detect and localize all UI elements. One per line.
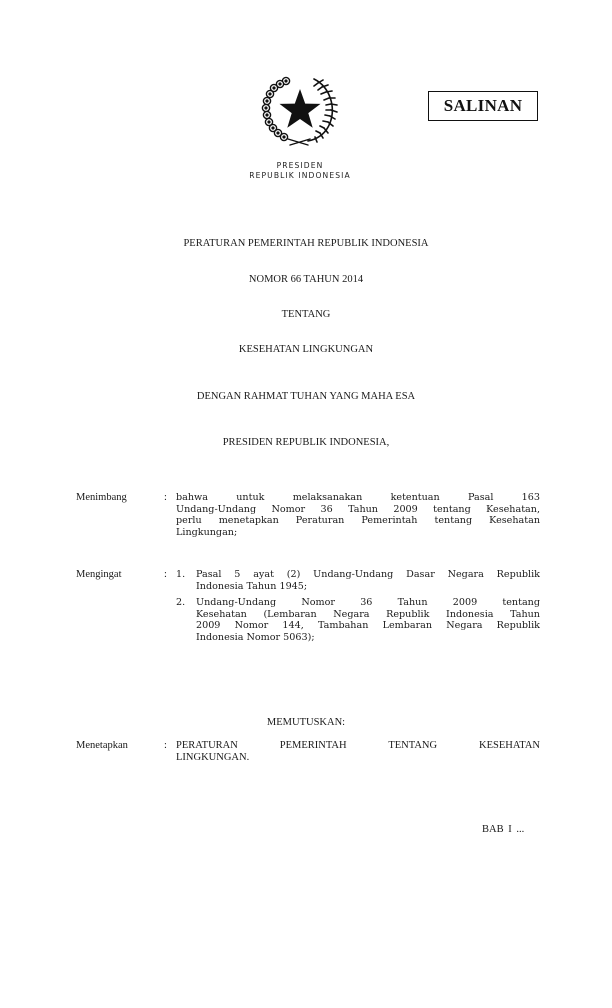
garuda-star-emblem-icon: [260, 71, 340, 147]
mengingat-item-number: 2.: [176, 597, 186, 608]
mengingat-item-line: Pasal 5 ayat (2) Undang-Undang Dasar Negara Republik: [196, 569, 540, 580]
menimbang-line: perlu menetapkan Peraturan Pemerintah tentang Kesehatan: [176, 515, 540, 527]
preamble-president: PRESIDEN REPUBLIK INDONESIA,: [222, 437, 390, 448]
mengingat-section: [76, 569, 540, 659]
mengingat-item-number: 1.: [176, 569, 186, 580]
regulation-about-label: TENTANG: [281, 309, 331, 320]
mengingat-colon: :: [164, 569, 167, 580]
office-label-presiden: PRESIDEN: [276, 161, 324, 170]
mengingat-item-line: Kesehatan (Lembaran Negara Republik Indonesia Tahun: [196, 608, 540, 620]
mengingat-item-line: Undang-Undang Nomor 36 Tahun 2009 tentang: [196, 597, 540, 608]
regulation-number: NOMOR 66 TAHUN 2014: [248, 274, 364, 285]
mengingat-item-text: [196, 597, 540, 643]
menimbang-colon: :: [164, 492, 167, 503]
menetapkan-body: [176, 740, 540, 763]
menetapkan-label: Menetapkan: [76, 740, 128, 751]
menetapkan-line: PERATURAN PEMERINTAH TENTANG KESEHATAN: [176, 740, 540, 751]
regulation-type: PERATURAN PEMERINTAH REPUBLIK INDONESIA: [183, 238, 429, 249]
office-label-republik: REPUBLIK INDONESIA: [249, 171, 351, 180]
menetapkan-section: [76, 740, 540, 766]
menimbang-label: Menimbang: [76, 492, 127, 503]
menetapkan-line: LINGKUNGAN.: [176, 751, 250, 763]
memutuskan-heading: MEMUTUSKAN:: [266, 717, 346, 728]
menimbang-body: [176, 492, 540, 538]
mengingat-label: Mengingat: [76, 569, 122, 580]
mengingat-item-line: Indonesia Nomor 5063);: [196, 631, 315, 643]
menetapkan-colon: :: [164, 740, 167, 751]
mengingat-item-line: 2009 Nomor 144, Tambahan Lembaran Negara Republik: [196, 620, 540, 632]
menimbang-line: Undang-Undang Nomor 36 Tahun 2009 tentang Kesehatan,: [176, 503, 540, 515]
menimbang-line: Lingkungan;: [176, 526, 238, 538]
mengingat-item-text: [196, 569, 540, 592]
menimbang-line: bahwa untuk melaksanakan ketentuan Pasal 163: [176, 492, 540, 503]
next-page-reference: BAB I ...: [482, 824, 525, 835]
preamble-invocation: DENGAN RAHMAT TUHAN YANG MAHA ESA: [196, 391, 416, 402]
mengingat-item-line: Indonesia Tahun 1945;: [196, 580, 308, 592]
regulation-subject: KESEHATAN LINGKUNGAN: [238, 344, 374, 355]
menimbang-section: [76, 492, 540, 540]
salinan-stamp: SALINAN: [428, 91, 538, 121]
